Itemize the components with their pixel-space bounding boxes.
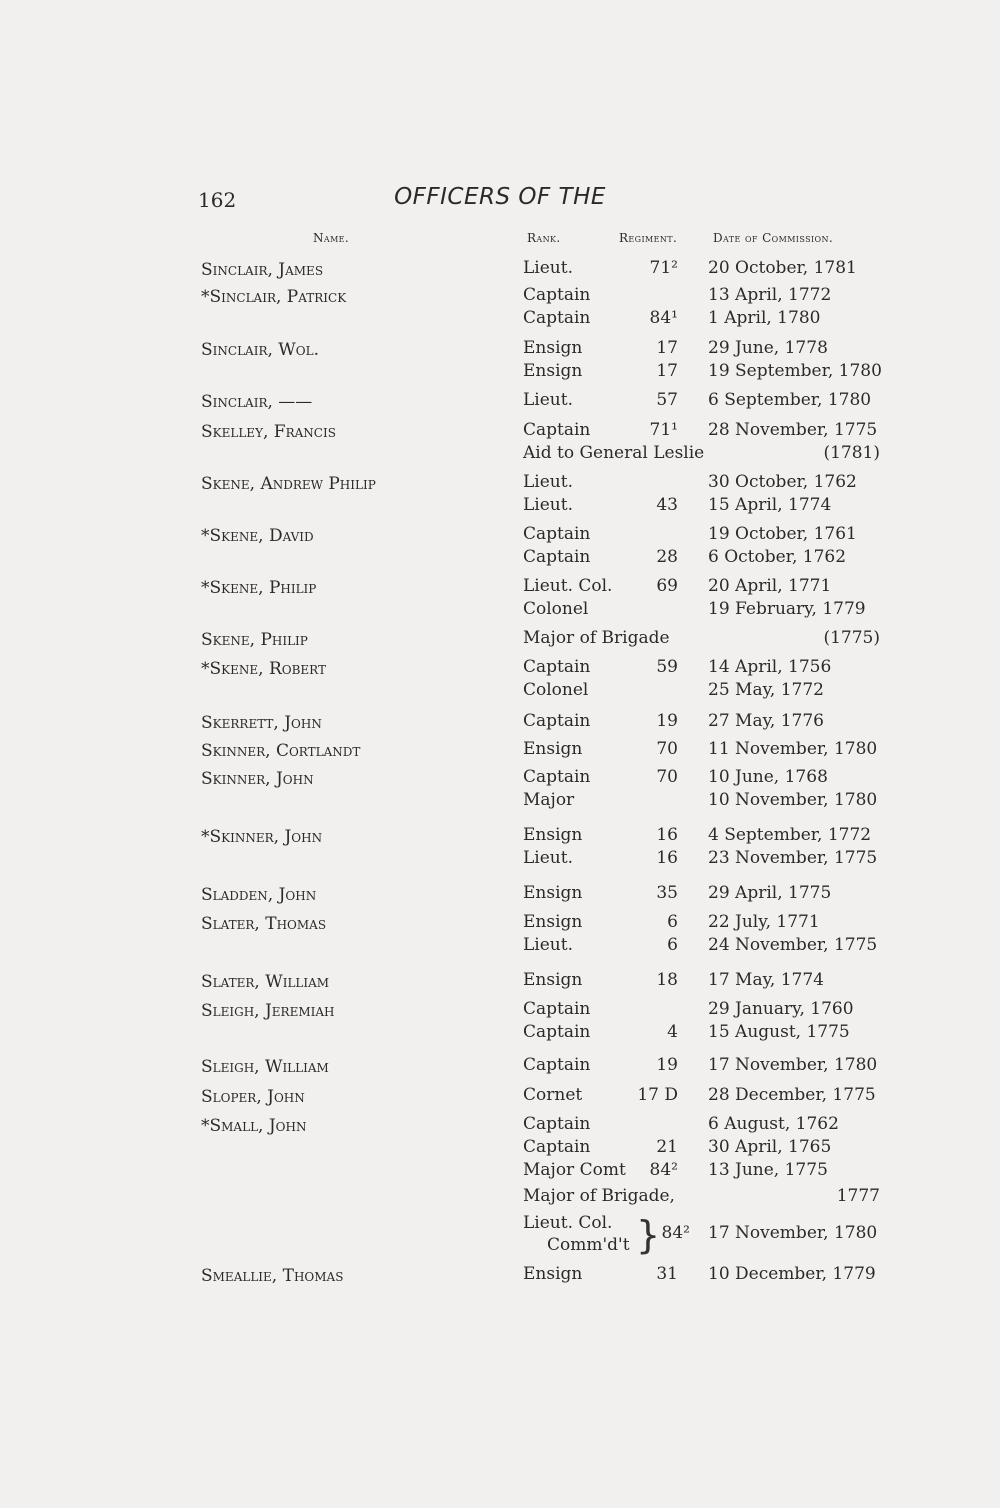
table-row — [0, 1114, 1000, 1138]
officer-name: Skinner, John — [201, 769, 314, 789]
commission-date: 20 April, 1771 — [708, 576, 832, 596]
header-date: Date of Commission. — [713, 231, 834, 245]
commission-date: 30 October, 1762 — [708, 472, 857, 492]
commission-date: 19 October, 1761 — [708, 524, 857, 544]
commission-date: 10 June, 1768 — [708, 767, 828, 787]
officer-name: Sloper, John — [201, 1087, 305, 1107]
officer-name: *Small, John — [201, 1116, 307, 1136]
page-number: 162 — [198, 188, 237, 212]
officer-name: Skene, Philip — [201, 630, 308, 650]
table-row — [0, 547, 1000, 571]
officer-name: Sinclair, —— — [201, 392, 313, 412]
rank-cell: Captain — [523, 308, 591, 328]
rank-cell: Lieut. Col. — [523, 576, 613, 596]
rank-cell: Captain — [523, 1114, 591, 1134]
rank-note: Aid to General Leslie — [523, 443, 705, 463]
officer-name: Slater, Thomas — [201, 914, 327, 934]
table-row — [0, 308, 1000, 332]
regiment-cell: 4 — [667, 1022, 678, 1042]
officer-name: *Sinclair, Patrick — [201, 287, 347, 307]
rank-cell: Captain — [523, 1137, 591, 1157]
regiment-cell: 59 — [656, 657, 678, 677]
regiment-cell: 28 — [656, 547, 678, 567]
commission-date: (1775) — [823, 628, 880, 648]
commission-date: 20 October, 1781 — [708, 258, 857, 278]
header-name: Name. — [313, 231, 350, 245]
officer-name: *Skene, David — [201, 526, 314, 546]
table-row — [0, 935, 1000, 959]
regiment-cell: 6 — [667, 912, 678, 932]
officer-name: *Skene, Robert — [201, 659, 326, 679]
rank-cell: Captain — [523, 420, 591, 440]
brace-mark: } — [636, 1213, 661, 1257]
page-title: OFFICERS OF THE — [394, 184, 606, 210]
officer-name: Sinclair, James — [201, 260, 324, 280]
table-row — [0, 524, 1000, 548]
table-row — [0, 599, 1000, 623]
table-row — [0, 970, 1000, 994]
commission-date: 19 September, 1780 — [708, 361, 882, 381]
rank-cell: Lieut. — [523, 390, 573, 410]
regiment-cell: 71¹ — [649, 420, 678, 440]
table-row — [0, 790, 1000, 814]
rank-cell: Captain — [523, 1055, 591, 1075]
commission-date: 6 September, 1780 — [708, 390, 872, 410]
officer-name: Sleigh, William — [201, 1057, 329, 1077]
table-row — [0, 739, 1000, 763]
header-regiment: Regiment. — [619, 231, 678, 245]
regiment-cell: 84¹ — [649, 308, 678, 328]
commission-date: 28 November, 1775 — [708, 420, 878, 440]
rank-cell: Lieut. — [523, 935, 573, 955]
commission-date: 4 September, 1772 — [708, 825, 872, 845]
rank-cell: Major — [523, 790, 575, 810]
regiment-cell: 43 — [656, 495, 678, 515]
commission-date: 19 February, 1779 — [708, 599, 866, 619]
rank-cell: Ensign — [523, 361, 583, 381]
table-row — [0, 285, 1000, 309]
table-row — [0, 1137, 1000, 1161]
rank-cell: Captain — [523, 657, 591, 677]
regiment-cell: 70 — [656, 739, 678, 759]
table-row — [0, 912, 1000, 936]
regiment-cell: 6 — [667, 935, 678, 955]
rank-cell: Colonel — [523, 599, 589, 619]
rank-cell: Captain — [523, 547, 591, 567]
regiment-cell: 17 — [656, 361, 678, 381]
commission-date: 23 November, 1775 — [708, 848, 878, 868]
table-row — [0, 1055, 1000, 1079]
rank-cell: Captain — [523, 711, 591, 731]
officer-name: Sinclair, Wol. — [201, 340, 319, 360]
commission-date: 15 August, 1775 — [708, 1022, 850, 1042]
rank-cell-line2: Comm'd't — [547, 1235, 630, 1255]
regiment-cell: 19 — [656, 711, 678, 731]
rank-cell: Ensign — [523, 970, 583, 990]
commission-date: 11 November, 1780 — [708, 739, 878, 759]
rank-cell: Lieut. Col. — [523, 1213, 613, 1233]
commission-date: 29 April, 1775 — [708, 883, 832, 903]
rank-cell: Lieut. — [523, 495, 573, 515]
regiment-cell: 16 — [656, 848, 678, 868]
regiment-cell: 69 — [656, 576, 678, 596]
commission-date: 28 December, 1775 — [708, 1085, 876, 1105]
commission-date: 29 January, 1760 — [708, 999, 854, 1019]
regiment-cell: 16 — [656, 825, 678, 845]
rank-cell: Lieut. — [523, 258, 573, 278]
rank-cell: Ensign — [523, 825, 583, 845]
rank-cell: Captain — [523, 524, 591, 544]
officer-name: *Skinner, John — [201, 827, 323, 847]
table-row — [0, 999, 1000, 1023]
header-rank: Rank. — [527, 231, 561, 245]
regiment-cell: 17 — [656, 338, 678, 358]
rank-cell: Major Comt — [523, 1160, 626, 1180]
rank-cell: Lieut. — [523, 472, 573, 492]
table-row — [0, 420, 1000, 444]
rank-cell: Captain — [523, 999, 591, 1019]
commission-date: 13 April, 1772 — [708, 285, 832, 305]
commission-date: 17 November, 1780 — [708, 1055, 878, 1075]
rank-cell: Ensign — [523, 912, 583, 932]
rank-cell: Lieut. — [523, 848, 573, 868]
commission-date: 15 April, 1774 — [708, 495, 832, 515]
commission-date: 29 June, 1778 — [708, 338, 828, 358]
regiment-cell: 57 — [656, 390, 678, 410]
table-row — [0, 657, 1000, 681]
officer-name: Sleigh, Jeremiah — [201, 1001, 335, 1021]
rank-note: Major of Brigade, — [523, 1186, 675, 1206]
commission-date: 24 November, 1775 — [708, 935, 878, 955]
table-row — [0, 472, 1000, 496]
regiment-cell: 21 — [656, 1137, 678, 1157]
regiment-cell: 18 — [656, 970, 678, 990]
table-row — [0, 1022, 1000, 1046]
officer-name: Smeallie, Thomas — [201, 1266, 344, 1286]
regiment-cell: 71² — [649, 258, 678, 278]
commission-date: 13 June, 1775 — [708, 1160, 828, 1180]
officer-name: Slater, William — [201, 972, 330, 992]
table-row — [0, 680, 1000, 704]
table-row — [0, 767, 1000, 791]
commission-date: 22 July, 1771 — [708, 912, 820, 932]
commission-date: 6 October, 1762 — [708, 547, 847, 567]
commission-date: 27 May, 1776 — [708, 711, 824, 731]
table-row — [0, 390, 1000, 414]
rank-cell: Captain — [523, 285, 591, 305]
rank-cell: Cornet — [523, 1085, 583, 1105]
rank-cell: Ensign — [523, 338, 583, 358]
commission-date: (1781) — [823, 443, 880, 463]
regiment-cell: 84² — [649, 1160, 678, 1180]
table-row — [0, 1264, 1000, 1288]
commission-date: 6 August, 1762 — [708, 1114, 839, 1134]
table-row — [0, 258, 1000, 282]
regiment-cell: 35 — [656, 883, 678, 903]
table-row — [0, 361, 1000, 385]
rank-cell: Ensign — [523, 1264, 583, 1284]
table-row — [0, 825, 1000, 849]
rank-cell: Ensign — [523, 883, 583, 903]
table-row — [0, 1160, 1000, 1184]
table-row — [0, 883, 1000, 907]
regiment-cell: 19 — [656, 1055, 678, 1075]
commission-date: 1777 — [836, 1186, 880, 1206]
table-row — [0, 848, 1000, 872]
regiment-cell: 70 — [656, 767, 678, 787]
table-row — [0, 495, 1000, 519]
rank-cell: Colonel — [523, 680, 589, 700]
rank-note: Major of Brigade — [523, 628, 670, 648]
officer-name: Skerrett, John — [201, 713, 322, 733]
regiment-cell: 17 D — [637, 1085, 678, 1105]
officer-name: *Skene, Philip — [201, 578, 317, 598]
officer-name: Sladden, John — [201, 885, 317, 905]
table-row — [0, 338, 1000, 362]
table-row — [0, 443, 1000, 467]
commission-date: 1 April, 1780 — [708, 308, 821, 328]
officer-name: Skene, Andrew Philip — [201, 474, 376, 494]
table-row — [0, 1186, 1000, 1210]
commission-date: 14 April, 1756 — [708, 657, 832, 677]
table-row — [0, 628, 1000, 652]
regiment-cell: 84² — [661, 1223, 690, 1243]
officer-name: Skelley, Francis — [201, 422, 336, 442]
commission-date: 25 May, 1772 — [708, 680, 824, 700]
table-row — [0, 711, 1000, 735]
table-row — [0, 576, 1000, 600]
commission-date: 10 November, 1780 — [708, 790, 878, 810]
rank-cell: Ensign — [523, 739, 583, 759]
commission-date: 10 December, 1779 — [708, 1264, 876, 1284]
officer-name: Skinner, Cortlandt — [201, 741, 361, 761]
rank-cell: Captain — [523, 1022, 591, 1042]
commission-date: 17 May, 1774 — [708, 970, 824, 990]
table-row — [0, 1213, 1000, 1259]
rank-cell: Captain — [523, 767, 591, 787]
table-row — [0, 1085, 1000, 1109]
regiment-cell: 31 — [656, 1264, 678, 1284]
commission-date: 17 November, 1780 — [708, 1223, 878, 1243]
commission-date: 30 April, 1765 — [708, 1137, 832, 1157]
